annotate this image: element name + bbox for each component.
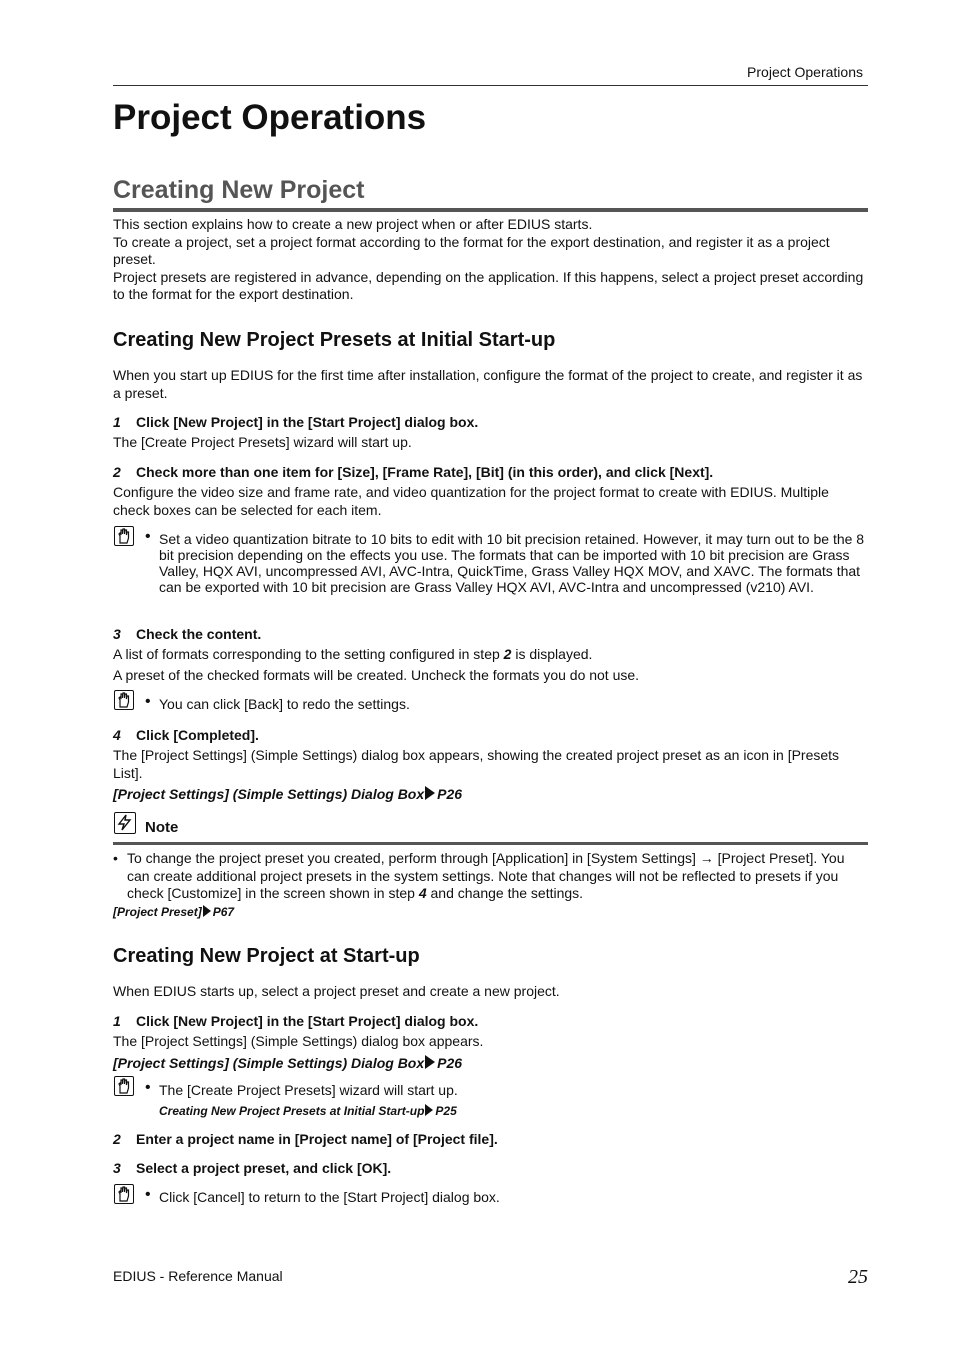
xref-page: P25 — [435, 1104, 457, 1118]
hint-hand-icon — [114, 526, 134, 546]
bullet-icon: • — [113, 850, 118, 866]
tip — [145, 1079, 868, 1098]
xref-text: [Project Settings] (Simple Settings) Dialog Box — [113, 786, 425, 802]
step-1 — [113, 1013, 868, 1029]
tip — [145, 1186, 868, 1205]
chapter-title: Project Operations — [113, 98, 427, 137]
intro-paragraph: Project presets are registered in advance, depending on the application. If this happens, select a project preset according to the format for the export destination. — [113, 268, 864, 303]
bullet-icon: • — [145, 693, 151, 710]
hint-hand-icon — [114, 690, 134, 710]
arrow-right-icon — [425, 1055, 435, 1069]
intro-paragraph: This section explains how to create a new project when or after EDIUS starts. — [113, 216, 593, 232]
step-number: 3 — [113, 1160, 121, 1176]
step-description: Configure the video size and frame rate, and video quantization for the project format to create with EDIUS. Multiple check boxes can be selected for each item. — [113, 484, 829, 518]
arrow-right-icon — [203, 905, 211, 917]
step-label: Click [New Project] in the [Start Project] dialog box. — [136, 414, 479, 430]
step-description-text: A list of formats corresponding to the setting configured in step — [113, 646, 504, 662]
step-number: 2 — [113, 464, 121, 480]
step-reference: 4 — [418, 885, 427, 902]
section-rule — [113, 208, 868, 212]
arrow-right-icon — [425, 1104, 433, 1116]
step-description: A preset of the checked formats will be created. Uncheck the formats you do not use. — [113, 667, 640, 683]
page-number: 25 — [848, 1266, 868, 1288]
tip-text: You can click [Back] to redo the settings. — [159, 696, 410, 712]
bullet-icon: • — [145, 1079, 151, 1096]
xref-page: P26 — [437, 786, 463, 802]
step-label: Click [Completed]. — [136, 727, 259, 743]
step-description-text: is displayed. — [511, 646, 593, 662]
section-intro — [113, 216, 868, 304]
arrow-right-icon — [425, 786, 435, 800]
step-3 — [113, 1160, 868, 1176]
note-lightning-icon — [114, 812, 136, 834]
section-title: Creating New Project — [113, 176, 365, 204]
note-rule — [113, 842, 868, 845]
tip-text: Click [Cancel] to return to the [Start Project] dialog box. — [159, 1189, 500, 1205]
hint-hand-icon — [114, 1184, 134, 1204]
cross-reference-link[interactable] — [113, 905, 234, 919]
xref-page: P26 — [437, 1055, 463, 1071]
cross-reference-link[interactable] — [113, 1055, 462, 1071]
xref-page: P67 — [212, 905, 235, 919]
step-label: Click [New Project] in the [Start Project] dialog box. — [136, 1013, 479, 1029]
tip — [145, 693, 868, 712]
hint-hand-icon — [114, 1076, 134, 1096]
tip-text: The [Create Project Presets] wizard will start up. — [159, 1082, 458, 1098]
step-2 — [113, 1131, 868, 1147]
note-item — [113, 850, 868, 903]
step-label: Check the content. — [136, 626, 262, 642]
footer-manual-title: EDIUS - Reference Manual — [113, 1268, 283, 1284]
bullet-icon: • — [145, 1186, 151, 1203]
xref-text: Creating New Project Presets at Initial Start-up — [159, 1104, 425, 1118]
running-header: Project Operations — [747, 64, 863, 80]
bullet-icon: • — [145, 528, 151, 545]
cross-reference-link[interactable] — [159, 1104, 457, 1118]
subsection-title: Creating New Project at Start-up — [113, 945, 420, 967]
subsection-title: Creating New Project Presets at Initial Start-up — [113, 329, 556, 351]
cross-reference-link[interactable] — [113, 786, 462, 802]
intro-paragraph: To create a project, set a project format according to the format for the export destination, and register it as a project preset. — [113, 233, 830, 268]
step-description: The [Project Settings] (Simple Settings) dialog box appears. — [113, 1033, 484, 1049]
xref-text: [Project Preset] — [113, 905, 202, 919]
step-label: Enter a project name in [Project name] of [Project file]. — [136, 1131, 498, 1147]
step-4 — [113, 727, 868, 743]
step-description: The [Create Project Presets] wizard will start up. — [113, 434, 412, 450]
step-description — [113, 646, 868, 664]
note-text: To change the project preset you created, perform through [Application] in [System Settings] → [Project Preset]. You can create additional project presets in the system settings. Note that changes will not be reflected to presets if you check [Customize] in the screen shown in step — [127, 850, 845, 902]
step-2 — [113, 464, 868, 480]
note-text: and change the settings. — [426, 885, 584, 902]
step-number: 3 — [113, 626, 121, 642]
note-label: Note — [145, 819, 179, 836]
step-number: 1 — [113, 414, 121, 430]
step-label: Select a project preset, and click [OK]. — [136, 1160, 392, 1176]
step-number: 4 — [113, 727, 121, 743]
header-rule — [113, 85, 868, 86]
subsection-intro: When EDIUS starts up, select a project preset and create a new project. — [113, 983, 560, 999]
tip-text: Set a video quantization bitrate to 10 bits to edit with 10 bit precision retained. However, it may turn out to be the 8 bit precision depending on the effects you use. The formats that can be imported with 10 bit precision are Grass Valley, HQX AVI, uncompressed AVI, AVC-Intra, QuickTime, Grass Valley HQX MOV, and XAVC. The formats that can be exported with 10 bit precision are Grass Valley HQX AVI, AVC-Intra and uncompressed (v210) AVI. — [159, 531, 865, 595]
step-number: 1 — [113, 1013, 121, 1029]
step-reference: 2 — [503, 646, 512, 662]
step-3 — [113, 626, 868, 642]
tip — [145, 528, 868, 595]
step-label: Check more than one item for [Size], [Frame Rate], [Bit] (in this order), and click [Next]. — [136, 464, 714, 480]
step-number: 2 — [113, 1131, 121, 1147]
step-description: The [Project Settings] (Simple Settings) dialog box appears, showing the created project preset as an icon in [Presets List]. — [113, 747, 840, 781]
xref-text: [Project Settings] (Simple Settings) Dialog Box — [113, 1055, 425, 1071]
step-1 — [113, 414, 868, 430]
subsection-intro: When you start up EDIUS for the first time after installation, configure the format of the project to create, and register it as a preset. — [113, 367, 863, 401]
